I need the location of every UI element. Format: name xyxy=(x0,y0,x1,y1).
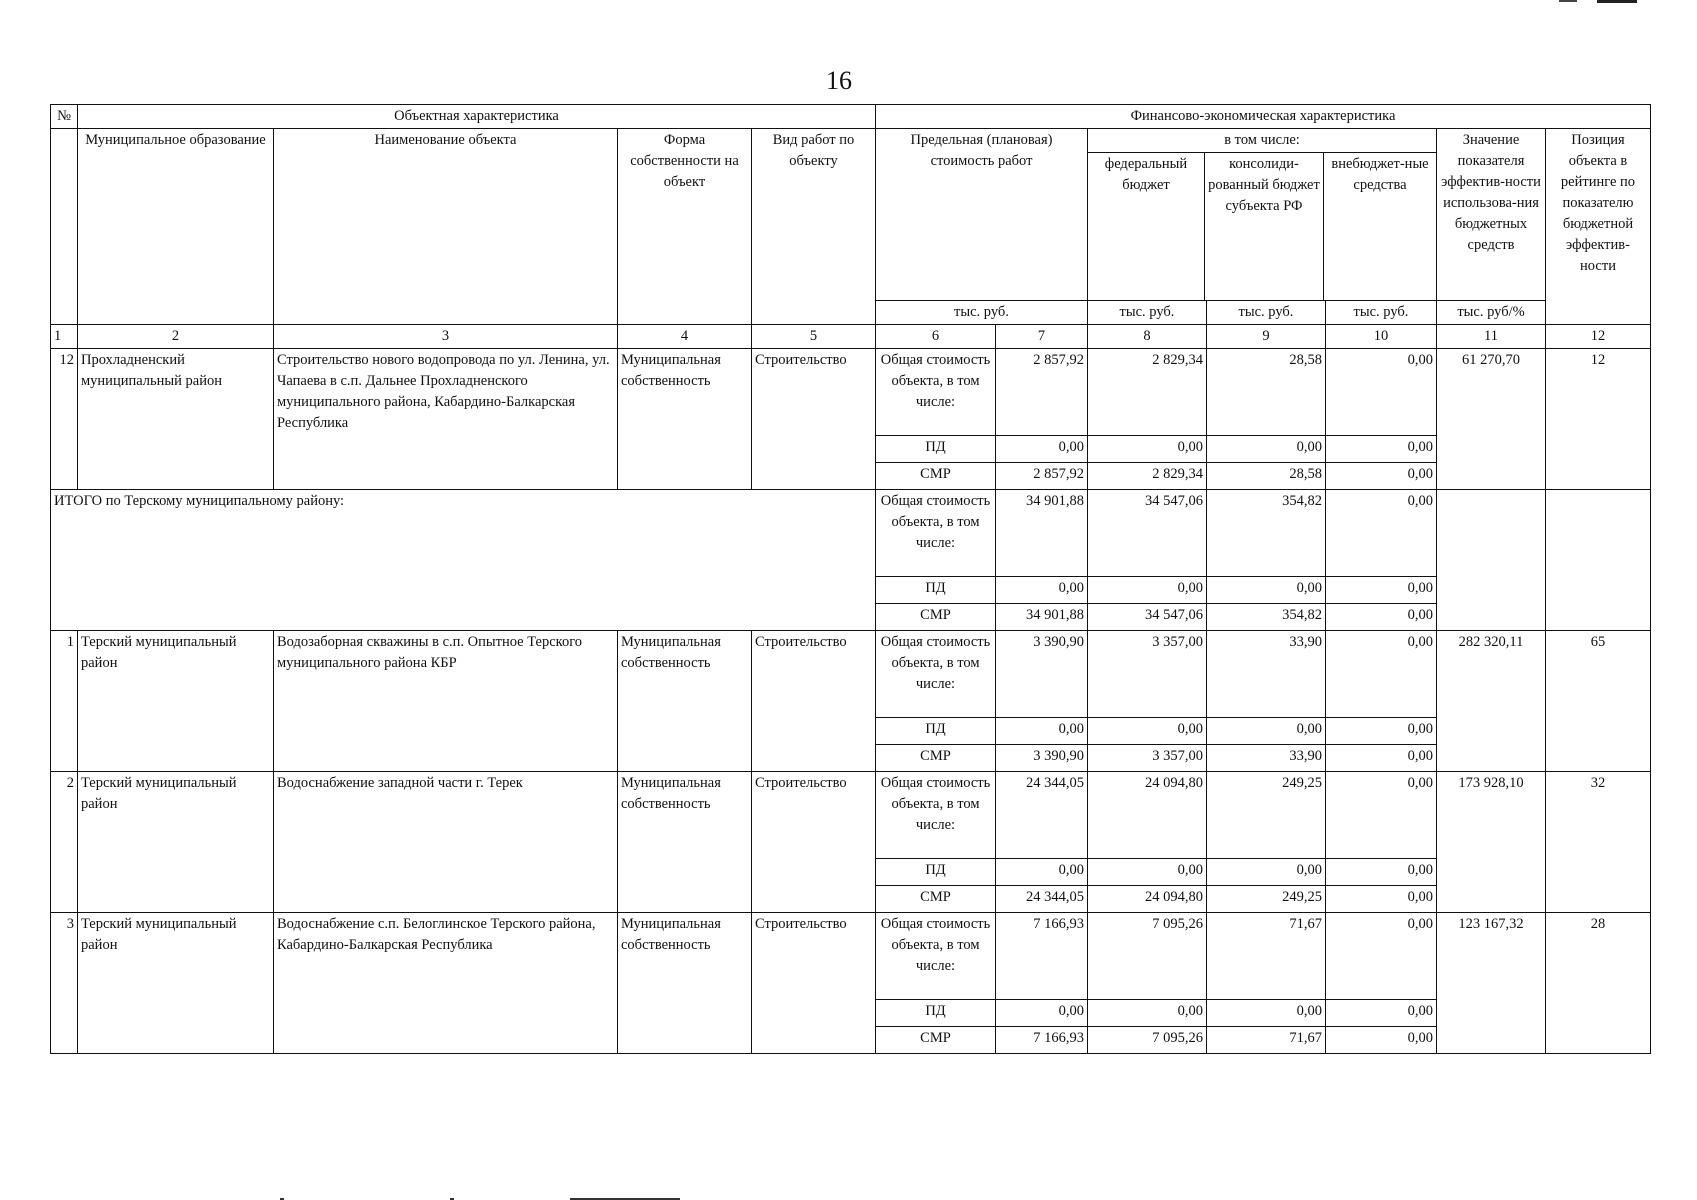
smr-value: 7 095,26 xyxy=(1088,1027,1207,1054)
smr-label: СМР xyxy=(876,463,996,490)
unit-federal: тыс. руб. xyxy=(1088,301,1207,325)
object-name-cell: Строительство нового водопровода по ул. Ленина, ул. Чапаева в с.п. Дальнее Прохладненского муниципального района, Кабардино-Балкарская Республика xyxy=(274,349,618,490)
header-extrabudget: внебюджет-ные средства xyxy=(1331,156,1429,193)
header-work-type: Вид работ по объекту xyxy=(752,129,876,325)
work-type-cell: Строительство xyxy=(752,631,876,772)
object-name-cell: Водозаборная скважины в с.п. Опытное Терского муниципального района КБР xyxy=(274,631,618,772)
pd-value: 0,00 xyxy=(996,718,1088,745)
column-number: 5 xyxy=(752,325,876,349)
smr-value: 354,82 xyxy=(1207,604,1326,631)
header-municipality: Муниципальное образование xyxy=(78,129,274,325)
column-number: 7 xyxy=(996,325,1088,349)
ownership-cell: Муниципальная собственность xyxy=(618,349,752,490)
total-value: 71,67 xyxy=(1207,913,1326,1000)
smr-value: 0,00 xyxy=(1326,463,1437,490)
header-finance-group: Финансово-экономическая характеристика xyxy=(876,105,1651,129)
scan-mark xyxy=(1597,0,1637,3)
pd-label: ПД xyxy=(876,1000,996,1027)
indicator-blank xyxy=(1437,490,1546,631)
pd-value: 0,00 xyxy=(996,1000,1088,1027)
column-number: 4 xyxy=(618,325,752,349)
header-row-groups xyxy=(51,105,1651,129)
column-number: 6 xyxy=(876,325,996,349)
total-label: Общая стоимость объекта, в том числе: xyxy=(876,349,996,436)
smr-value: 0,00 xyxy=(1326,604,1437,631)
total-value: 249,25 xyxy=(1207,772,1326,859)
ownership-cell: Муниципальная собственность xyxy=(618,631,752,772)
municipality-cell: Терский муниципальный район xyxy=(78,772,274,913)
total-label: Общая стоимость объекта, в том числе: xyxy=(876,631,996,718)
object-name-cell: Водоснабжение с.п. Белоглинское Терского района, Кабардино-Балкарская Республика xyxy=(274,913,618,1054)
row-number: 3 xyxy=(51,913,78,1054)
pd-value: 0,00 xyxy=(1207,859,1326,886)
smr-value: 28,58 xyxy=(1207,463,1326,490)
header-position: Позиция объекта в рейтинге по показателю бюджетной эффектив-ности xyxy=(1546,129,1651,325)
total-value: 3 357,00 xyxy=(1088,631,1207,718)
pd-value: 0,00 xyxy=(1088,718,1207,745)
pd-label: ПД xyxy=(876,718,996,745)
header-consolidated: консолиди-рованный бюджет субъекта РФ xyxy=(1205,153,1324,300)
total-value: 3 390,90 xyxy=(996,631,1088,718)
header-indicator: Значение показателя эффектив-ности использова-ния бюджетных средств xyxy=(1437,129,1546,301)
pd-value: 0,00 xyxy=(1207,436,1326,463)
total-value: 354,82 xyxy=(1207,490,1326,577)
total-value: 34 901,88 xyxy=(996,490,1088,577)
total-value: 24 094,80 xyxy=(1088,772,1207,859)
pd-value: 0,00 xyxy=(1207,718,1326,745)
total-value: 7 166,93 xyxy=(996,913,1088,1000)
municipality-cell: Прохладненский муниципальный район xyxy=(78,349,274,490)
total-value: 0,00 xyxy=(1326,913,1437,1000)
pd-value: 0,00 xyxy=(1326,577,1437,604)
smr-label: СМР xyxy=(876,1027,996,1054)
smr-value: 7 166,93 xyxy=(996,1027,1088,1054)
pd-value: 0,00 xyxy=(1088,1000,1207,1027)
work-type-cell: Строительство xyxy=(752,772,876,913)
municipality-cell: Терский муниципальный район xyxy=(78,631,274,772)
position-blank xyxy=(1546,490,1651,631)
column-number: 9 xyxy=(1207,325,1326,349)
smr-value: 249,25 xyxy=(1207,886,1326,913)
municipality-cell: Терский муниципальный район xyxy=(78,913,274,1054)
indicator-value: 282 320,11 xyxy=(1437,631,1546,772)
position-value: 28 xyxy=(1546,913,1651,1054)
pd-value: 0,00 xyxy=(996,436,1088,463)
page-number: 16 xyxy=(826,66,852,95)
table-row xyxy=(51,913,1651,1000)
smr-value: 24 094,80 xyxy=(1088,886,1207,913)
indicator-value: 61 270,70 xyxy=(1437,349,1546,490)
pd-value: 0,00 xyxy=(996,859,1088,886)
smr-value: 71,67 xyxy=(1207,1027,1326,1054)
total-value: 33,90 xyxy=(1207,631,1326,718)
header-including: в том числе: xyxy=(1088,129,1436,153)
pd-label: ПД xyxy=(876,577,996,604)
column-number: 3 xyxy=(274,325,618,349)
pd-value: 0,00 xyxy=(996,577,1088,604)
pd-value: 0,00 xyxy=(1088,577,1207,604)
unit-extrabudget: тыс. руб. xyxy=(1326,301,1437,325)
smr-value: 3 357,00 xyxy=(1088,745,1207,772)
smr-value: 2 829,34 xyxy=(1088,463,1207,490)
smr-label: СМР xyxy=(876,745,996,772)
smr-value: 0,00 xyxy=(1326,1027,1437,1054)
smr-value: 0,00 xyxy=(1326,745,1437,772)
total-value: 0,00 xyxy=(1326,490,1437,577)
total-label: Общая стоимость объекта, в том числе: xyxy=(876,490,996,577)
total-value: 0,00 xyxy=(1326,631,1437,718)
column-number: 10 xyxy=(1326,325,1437,349)
ownership-cell: Муниципальная собственность xyxy=(618,772,752,913)
row-number: 12 xyxy=(51,349,78,490)
smr-value: 33,90 xyxy=(1207,745,1326,772)
smr-value: 24 344,05 xyxy=(996,886,1088,913)
total-value: 7 095,26 xyxy=(1088,913,1207,1000)
itogo-row xyxy=(51,490,1651,577)
total-label: Общая стоимость объекта, в том числе: xyxy=(876,772,996,859)
total-value: 0,00 xyxy=(1326,349,1437,436)
unit-consolidated: тыс. руб. xyxy=(1207,301,1326,325)
column-number: 11 xyxy=(1437,325,1546,349)
row-number: 2 xyxy=(51,772,78,913)
header-cost-limit: Предельная (плановая) стоимость работ xyxy=(876,129,1088,301)
header-object-name: Наименование объекта xyxy=(274,129,618,325)
header-no: № xyxy=(51,105,78,129)
object-name-cell: Водоснабжение западной части г. Терек xyxy=(274,772,618,913)
column-number: 12 xyxy=(1546,325,1651,349)
smr-value: 2 857,92 xyxy=(996,463,1088,490)
unit-cost: тыс. руб. xyxy=(876,301,1088,325)
position-value: 12 xyxy=(1546,349,1651,490)
pd-value: 0,00 xyxy=(1088,859,1207,886)
smr-value: 3 390,90 xyxy=(996,745,1088,772)
total-value: 28,58 xyxy=(1207,349,1326,436)
table-row xyxy=(51,349,1651,436)
total-value: 2 857,92 xyxy=(996,349,1088,436)
position-value: 65 xyxy=(1546,631,1651,772)
pd-value: 0,00 xyxy=(1326,436,1437,463)
scan-mark xyxy=(1559,0,1577,2)
pd-value: 0,00 xyxy=(1326,1000,1437,1027)
total-label: Общая стоимость объекта, в том числе: xyxy=(876,913,996,1000)
pd-value: 0,00 xyxy=(1088,436,1207,463)
table-row xyxy=(51,631,1651,718)
column-number: 1 xyxy=(51,325,78,349)
total-value: 34 547,06 xyxy=(1088,490,1207,577)
column-number: 2 xyxy=(78,325,274,349)
header-ownership: Форма собственности на объект xyxy=(618,129,752,325)
column-number: 8 xyxy=(1088,325,1207,349)
unit-indicator: тыс. руб/% xyxy=(1437,301,1546,325)
total-value: 0,00 xyxy=(1326,772,1437,859)
pd-value: 0,00 xyxy=(1207,577,1326,604)
pd-value: 0,00 xyxy=(1326,718,1437,745)
pd-label: ПД xyxy=(876,436,996,463)
work-type-cell: Строительство xyxy=(752,349,876,490)
column-numbers-row xyxy=(51,325,1651,349)
smr-label: СМР xyxy=(876,604,996,631)
pd-value: 0,00 xyxy=(1326,859,1437,886)
position-value: 32 xyxy=(1546,772,1651,913)
total-value: 2 829,34 xyxy=(1088,349,1207,436)
header-including-cell xyxy=(1088,129,1437,301)
header-no-blank xyxy=(51,129,78,325)
header-federal: федеральный бюджет xyxy=(1088,153,1205,300)
ownership-cell: Муниципальная собственность xyxy=(618,913,752,1054)
smr-value: 0,00 xyxy=(1326,886,1437,913)
header-object-group: Объектная характеристика xyxy=(78,105,876,129)
pd-value: 0,00 xyxy=(1207,1000,1326,1027)
itogo-label: ИТОГО по Терскому муниципальному району: xyxy=(51,490,876,631)
row-number: 1 xyxy=(51,631,78,772)
indicator-value: 123 167,32 xyxy=(1437,913,1546,1054)
work-type-cell: Строительство xyxy=(752,913,876,1054)
finance-table xyxy=(50,104,1651,1054)
table-row xyxy=(51,772,1651,859)
smr-label: СМР xyxy=(876,886,996,913)
pd-label: ПД xyxy=(876,859,996,886)
total-value: 24 344,05 xyxy=(996,772,1088,859)
header-row-titles xyxy=(51,129,1651,301)
smr-value: 34 901,88 xyxy=(996,604,1088,631)
smr-value: 34 547,06 xyxy=(1088,604,1207,631)
indicator-value: 173 928,10 xyxy=(1437,772,1546,913)
